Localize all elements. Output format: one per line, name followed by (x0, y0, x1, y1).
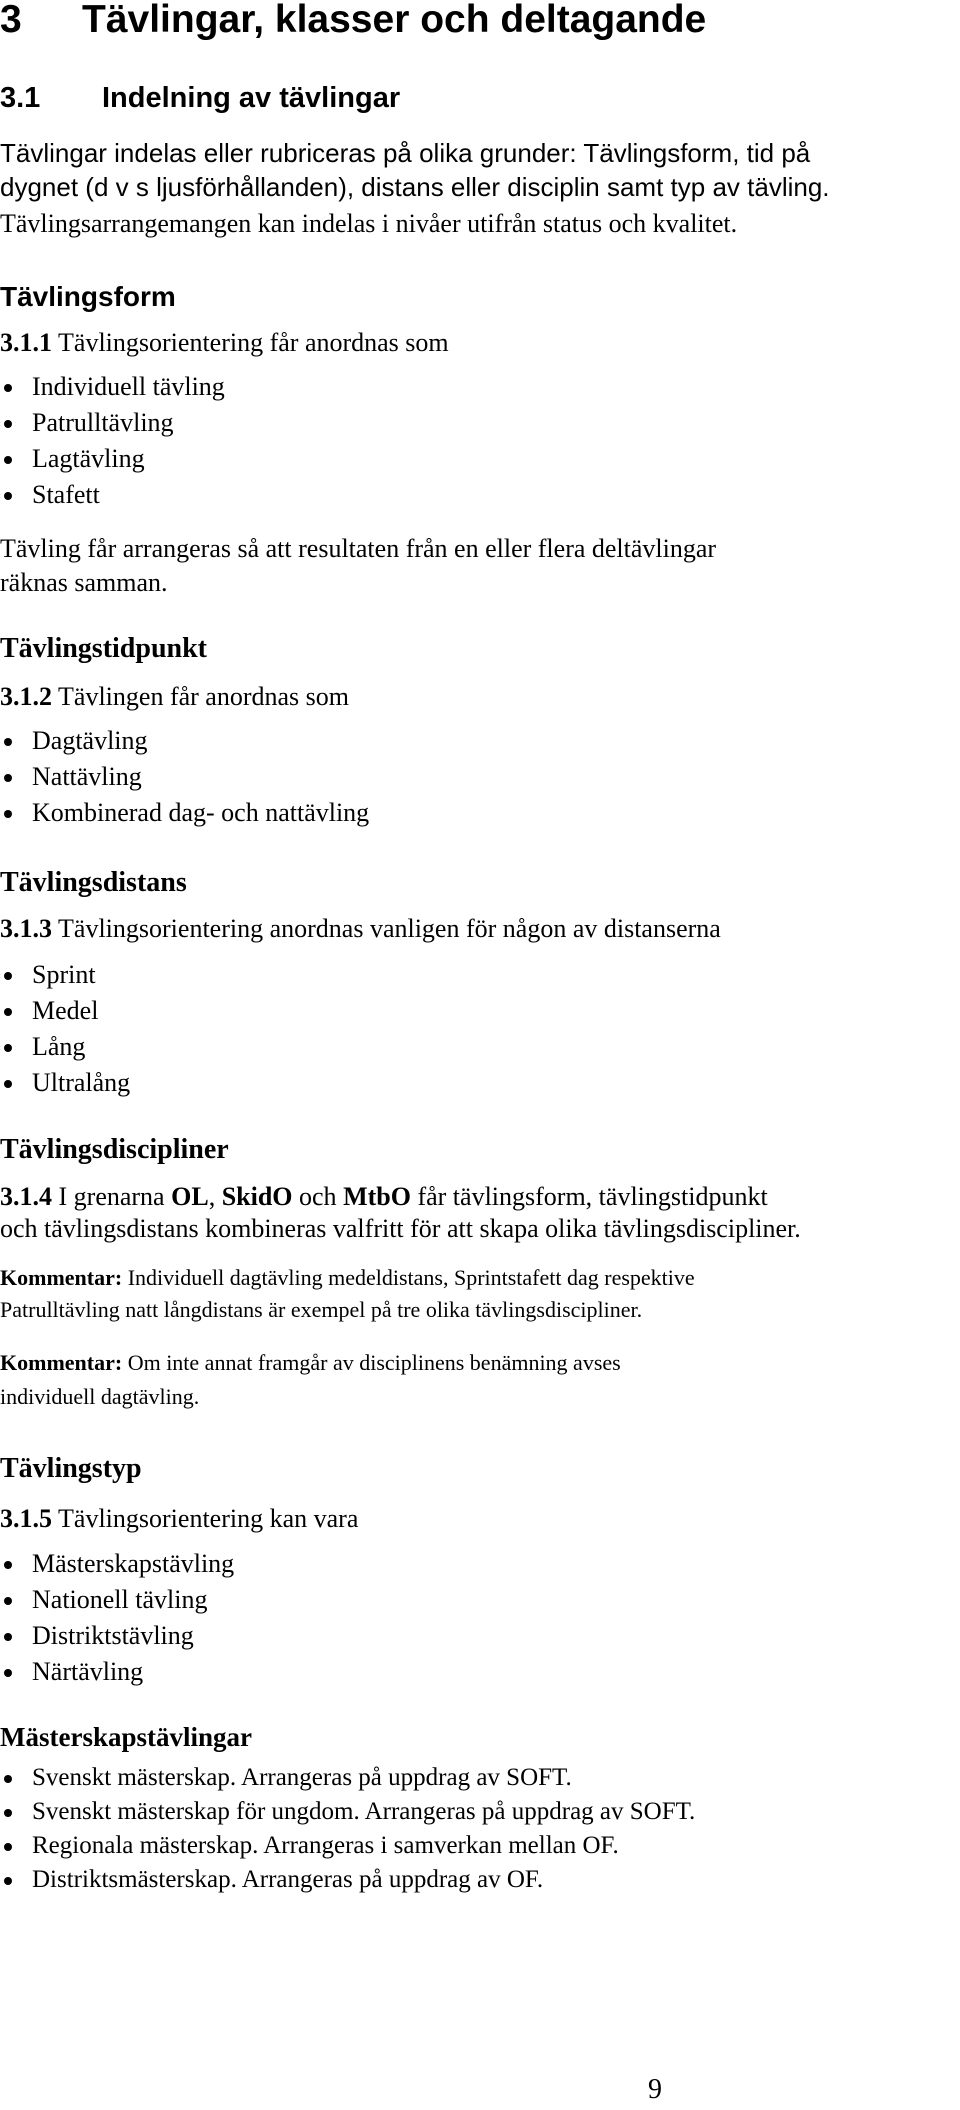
list-tavlingsdistans (0, 957, 130, 1101)
intro-line-1: Tävlingar indelas eller rubriceras på olika grunder: Tävlingsform, tid på (0, 138, 811, 168)
rule-number: 3.1.5 (0, 1504, 52, 1533)
list-item: Individuell tävling (0, 369, 225, 405)
bullet-icon (4, 420, 12, 428)
comment-2-line-1: Kommentar: Om inte annat framgår av disciplinens benämning avses (0, 1350, 621, 1375)
bullet-icon (4, 1809, 12, 1817)
list-item: Ultralång (0, 1065, 130, 1101)
list-item: Dagtävling (0, 723, 369, 759)
bullet-icon (4, 810, 12, 818)
comment-1-line-2: Patrulltävling natt långdistans är exempel på tre olika tävlingsdiscipliner. (0, 1297, 643, 1322)
branch-ol: OL (171, 1182, 209, 1211)
list-item: Svenskt mästerskap för ungdom. Arrangeras på uppdrag av SOFT. (0, 1795, 695, 1829)
bullet-icon (4, 774, 12, 782)
bullet-icon (4, 456, 12, 464)
list-item: Distriktstävling (0, 1618, 234, 1654)
list-item: Lagtävling (0, 441, 225, 477)
bullet-icon (4, 1080, 12, 1088)
bullet-icon (4, 1008, 12, 1016)
page-number: 9 (648, 2074, 662, 2105)
bullet-icon (4, 1561, 12, 1569)
list-item: Kombinerad dag- och nattävling (0, 795, 369, 831)
bullet-icon (4, 1633, 12, 1641)
list-item: Regionala mästerskap. Arrangeras i samverkan mellan OF. (0, 1829, 695, 1863)
list-item: Mästerskapstävling (0, 1546, 234, 1582)
rule-number: 3.1.3 (0, 914, 52, 943)
chapter-number: 3 (0, 0, 22, 41)
list-masterskapstavlingar (0, 1761, 695, 1897)
rule-text: Tävlingen får anordnas som (58, 682, 349, 711)
comment-1-line-1: Kommentar: Individuell dagtävling medeldistans, Sprintstafett dag respektive (0, 1265, 695, 1290)
rule-text: Tävlingsorientering anordnas vanligen för någon av distanserna (58, 914, 721, 943)
bullet-icon (4, 492, 12, 500)
intro-line-3: Tävlingsarrangemangen kan indelas i nivåer utifrån status och kvalitet. (0, 209, 738, 238)
list-item: Lång (0, 1029, 130, 1065)
list-item: Stafett (0, 477, 225, 513)
bullet-icon (4, 1843, 12, 1851)
subheading-tavlingsdiscipliner: Tävlingsdiscipliner (0, 1134, 229, 1165)
bullet-icon (4, 1597, 12, 1605)
branch-skido: SkidO (221, 1182, 293, 1211)
rule-number: 3.1.4 (0, 1182, 52, 1211)
list-item: Distriktsmästerskap. Arrangeras på uppdrag av OF. (0, 1863, 695, 1897)
bullet-icon (4, 1877, 12, 1885)
rule-3-1-4-line-1: 3.1.4 I grenarna OL, SkidO och MtbO får tävlingsform, tävlingstidpunkt (0, 1182, 768, 1211)
rule-3-1-4-line-2: och tävlingsdistans kombineras valfritt för att skapa olika tävlingsdiscipliner. (0, 1214, 801, 1243)
list-item: Nationell tävling (0, 1582, 234, 1618)
bullet-icon (4, 1044, 12, 1052)
subheading-tavlingsform: Tävlingsform (0, 281, 176, 312)
section-heading (0, 82, 400, 115)
rule-3-1-2 (0, 680, 349, 713)
list-item: Svenskt mästerskap. Arrangeras på uppdrag av SOFT. (0, 1761, 695, 1795)
intro-line-2: dygnet (d v s ljusförhållanden), distans eller disciplin samt typ av tävling. (0, 172, 830, 202)
bullet-icon (4, 738, 12, 746)
comment-label: Kommentar: (0, 1265, 123, 1290)
rule-text: Tävlingsorientering kan vara (58, 1504, 359, 1533)
rule-text: Tävlingsorientering får anordnas som (58, 328, 449, 357)
comment-label: Kommentar: (0, 1350, 123, 1375)
rule-number: 3.1.2 (0, 682, 52, 711)
bullet-icon (4, 1669, 12, 1677)
subheading-tavlingstidpunkt: Tävlingstidpunkt (0, 633, 207, 664)
list-tavlingstyp (0, 1546, 234, 1690)
list-tavlingsform (0, 369, 225, 513)
section-number: 3.1 (0, 82, 41, 114)
comment-2-line-2: individuell dagtävling. (0, 1384, 200, 1409)
subheading-masterskapstavlingar: Mästerskapstävlingar (0, 1722, 252, 1752)
subheading-tavlingstyp: Tävlingstyp (0, 1453, 142, 1484)
list-tavlingstidpunkt (0, 723, 369, 831)
list-item: Medel (0, 993, 130, 1029)
list-item: Nattävling (0, 759, 369, 795)
note-line-2: räknas samman. (0, 568, 168, 597)
rule-3-1-3 (0, 912, 721, 945)
rule-number: 3.1.1 (0, 328, 52, 357)
subheading-tavlingsdistans: Tävlingsdistans (0, 867, 187, 898)
chapter-heading (0, 0, 706, 42)
rule-3-1-1 (0, 326, 449, 359)
bullet-icon (4, 1775, 12, 1783)
section-title: Indelning av tävlingar (102, 82, 401, 114)
note-line-1: Tävling får arrangeras så att resultaten från en eller flera deltävlingar (0, 534, 717, 563)
bullet-icon (4, 384, 12, 392)
rule-3-1-5 (0, 1502, 358, 1535)
bullet-icon (4, 972, 12, 980)
list-item: Sprint (0, 957, 130, 993)
list-item: Närtävling (0, 1654, 234, 1690)
branch-mtbo: MtbO (343, 1182, 411, 1211)
chapter-title: Tävlingar, klasser och deltagande (82, 0, 707, 41)
list-item: Patrulltävling (0, 405, 225, 441)
